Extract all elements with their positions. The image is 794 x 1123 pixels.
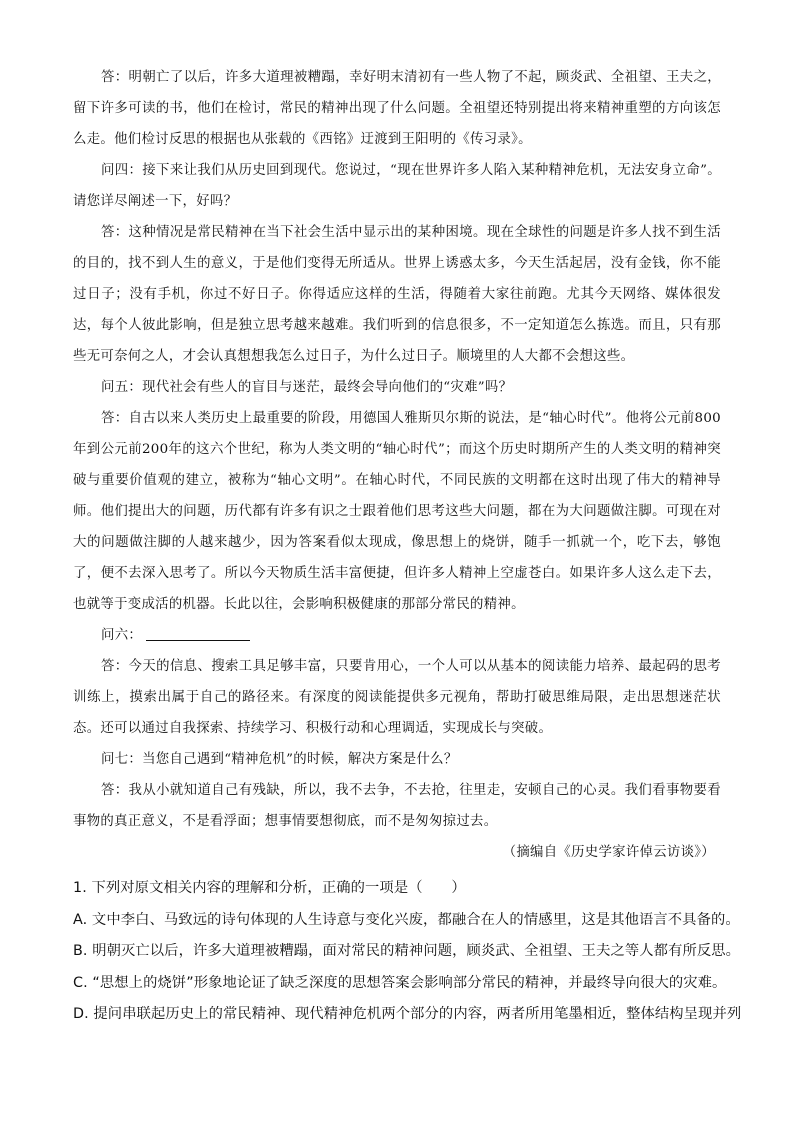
fill-in-blank[interactable] xyxy=(146,626,250,641)
answer-paragraph-4: 答：这种情况是常民精神在当下社会生活中显示出的某种困境。现在全球性的问题是许多人找不到生活的目的，找不到人生的意义，于是他们变得无所适从。世界上诱惑太多，今天生活起居，没有金钱，你不能过日子；没有手机，你过不好日子。你得适应这样的生活，得随着大家往前跑。尤其今天网络、媒体很发达，每个人彼此影响，但是独立思考越来越难。我们听到的信息很多，不一定知道怎么拣选。而且，只有那些无可奈何之人，才会认真想想我怎么过日子，为什么过日子。顺境里的人大都不会想这些。 xyxy=(73,225,721,364)
option-c[interactable]: C. “思想上的烧饼”形象地论证了缺乏深度的思想答案会影响部分常民的精神，并最终导向很大的灾难。 xyxy=(73,974,727,991)
question-stem: 1. 下列对原文相关内容的理解和分析，正确的一项是（ ） xyxy=(73,880,466,896)
option-d[interactable]: D. 提问串联起历史上的常民精神、现代精神危机两个部分的内容，两者所用笔墨相近，整体结构呈现并列 xyxy=(73,1006,742,1022)
question-5: 问五：现代社会有些人的盲目与迷茫，最终会导向他们的“灾难”吗？ xyxy=(101,380,513,395)
answer-paragraph-3: 答：明朝亡了以后，许多大道理被糟蹋，幸好明末清初有一些人物了不起，顾炎武、全祖望、王夫之，留下许多可读的书，他们在检讨，常民的精神出现了什么问题。全祖望还特别提出将来精神重塑的方向该怎么走。他们检讨反思的根据也从张载的《西铭》迂渡到王阳明的《传习录》。 xyxy=(73,70,721,147)
source-citation: （摘编自《历史学家许倬云访谈》） xyxy=(502,845,715,860)
question-6 xyxy=(73,620,721,651)
option-a[interactable]: A. 文中李白、马致远的诗句体现的人生诗意与变化兴废，都融合在人的情感里，这是其他语言不具备的。 xyxy=(73,911,740,928)
answer-paragraph-7: 答：我从小就知道自己有残缺，所以，我不去争，不去抢，往里走，安顿自己的心灵。我们看事物要看事物的真正意义，不是看浮面；想事情要想彻底，而不是匆匆掠过去。 xyxy=(73,783,721,829)
answer-paragraph-5: 答：自古以来人类历史上最重要的阶段，用德国人雅斯贝尔斯的说法，是“轴心时代”。他将公元前800年到公元前200年的这六个世纪，称为人类文明的“轴心时代”；而这个历史时期所产生的人类文明的精神突破与重要价值观的建立，被称为“轴心文明”。在轴心时代，不同民族的文明都在这时出现了伟大的精神导师。他们提出大的问题，历代都有许多有识之士跟着他们思考这些大问题，都在为大问题做注脚。可现在对大的问题做注脚的人越来越少，因为答案看似太现成，像思想上的烧饼，随手一抓就一个，吃下去，够饱了，便不去深入思考了。所以今天物质生活丰富便捷，但许多人精神上空虚苍白。如果许多人这么走下去，也就等于变成活的机器。长此以往，会影响积极健康的那部分常民的精神。 xyxy=(73,411,721,612)
question-block xyxy=(73,873,742,1031)
question-7: 问七：当您自己遇到“精神危机”的时候，解决方案是什么？ xyxy=(101,752,458,767)
question-4: 问四：接下来让我们从历史回到现代。您说过，“现在世界许多人陷入某种精神危机，无法安身立命”。请您详尽阐述一下，好吗？ xyxy=(73,163,721,209)
answer-paragraph-6: 答：今天的信息、搜索工具足够丰富，只要肯用心，一个人可以从基本的阅读能力培养、最起码的思考训练上，摸索出属于自己的路径来。有深度的阅读能提供多元视角，帮助打破思维局限，走出思想迷茫状态。还可以通过自我探索、持续学习、积极行动和心理调适，实现成长与突破。 xyxy=(73,659,721,736)
option-b[interactable]: B. 明朝灭亡以后，许多大道理被糟蹋，面对常民的精神问题，顾炎武、全祖望、王夫之等人都有所反思。 xyxy=(73,943,741,959)
question-6-label: 问六： xyxy=(101,628,143,643)
interview-passage xyxy=(73,62,721,868)
